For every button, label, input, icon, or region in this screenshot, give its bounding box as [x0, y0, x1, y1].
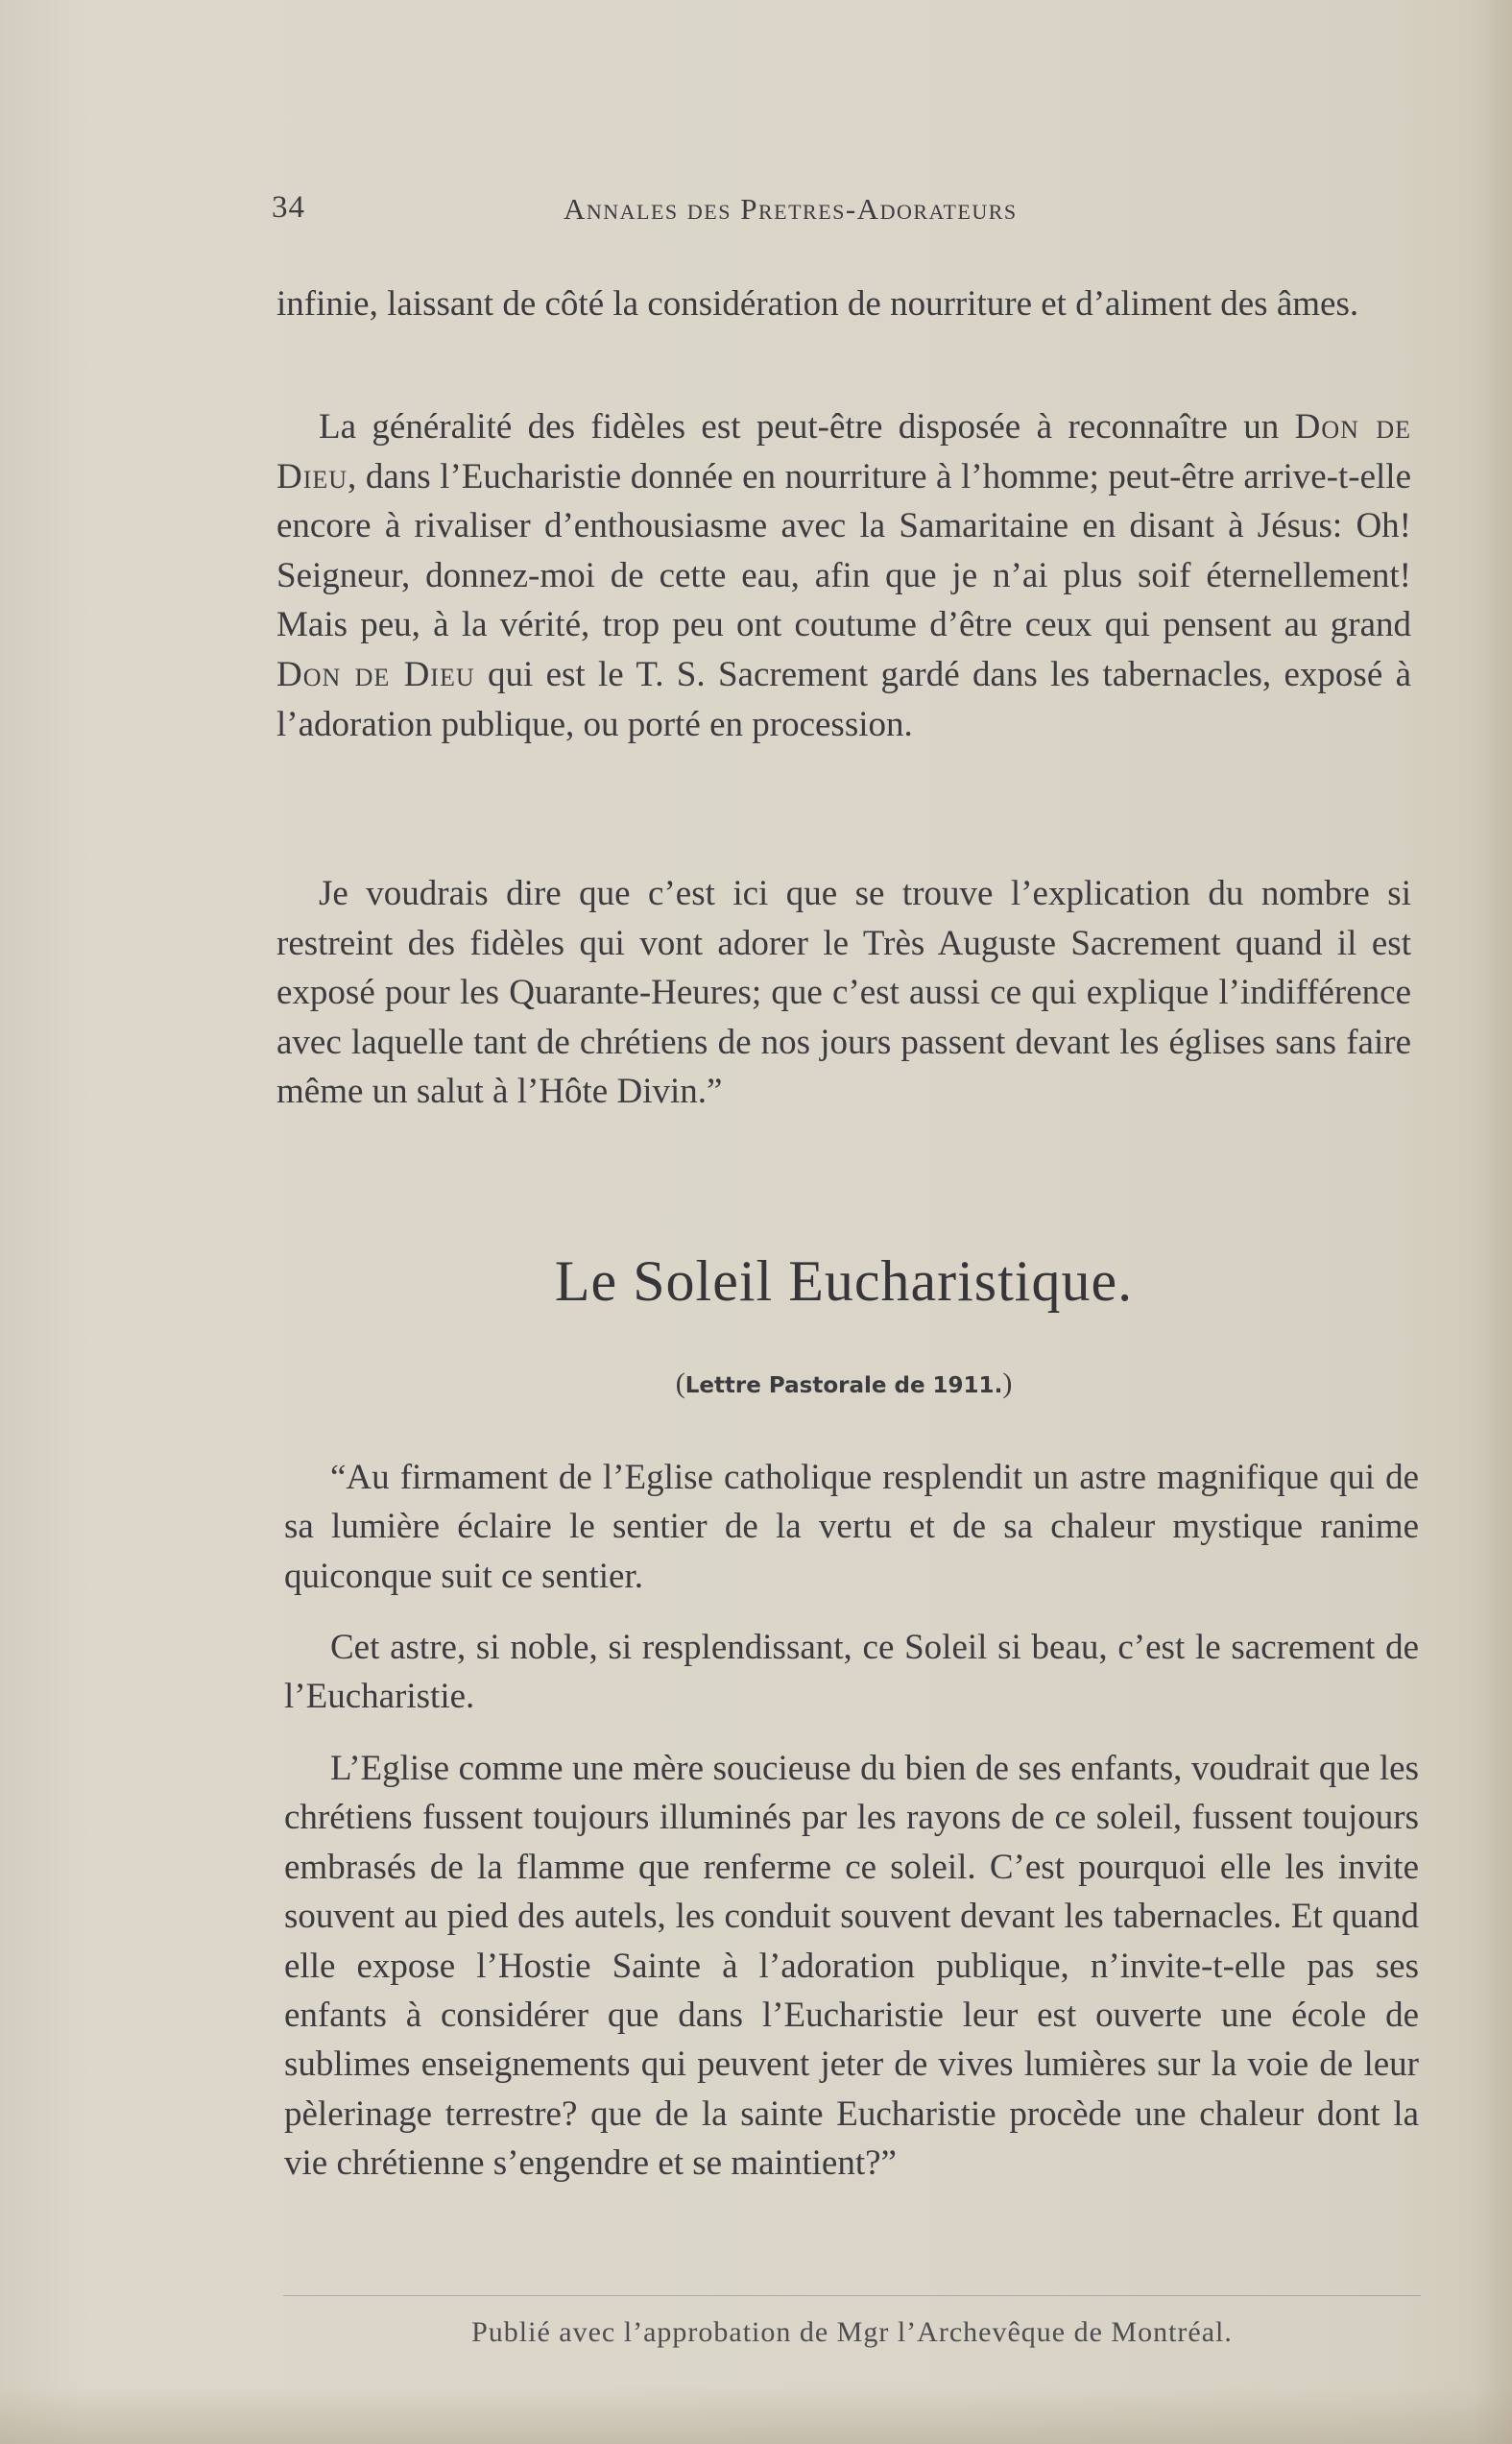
small-caps-phrase: Don de Dieu	[276, 654, 475, 694]
paragraph-firmament	[284, 1453, 1419, 1601]
paragraph-don-de-dieu	[276, 402, 1411, 749]
subtitle-text: Lettre Pastorale de 1911.	[684, 1373, 1003, 1398]
section-title: Le Soleil Eucharistique.	[554, 1249, 1134, 1313]
text-run: , dans l’Eucharistie donnée en nourriture à l’homme; peut-être arrive-t-elle encore à rivaliser d’enthousiasme avec la Samaritaine en disant à Jésus: Oh! Seigneur, donnez-moi de cette eau, afin que je n’ai plus soif éternellement! Mais peu, à la vérité, trop peu ont coutume d’être ceux qui pensent au grand	[276, 456, 1411, 645]
page-number: 34	[272, 190, 305, 225]
small-caps-phrase: Don de Dieu	[276, 407, 1411, 496]
paragraph: L’Eglise comme une mère soucieuse du bien de ses enfants, voudrait que les chrétiens fussent toujours illuminés par les rayons de ce soleil, fussent toujours embrasés de la flamme que renferme ce soleil. C’est pourquoi elle les invite souvent au pied des autels, les conduit souvent devant les tabernacles. Et quand elle expose l’Hostie Sainte à l’adoration publique, n’invite-t-elle pas ses enfants à considérer que dans l’Eucharistie leur est ouverte une école de sublimes enseignements qui peuvent jeter de vives lumières sur la voie de leur pèlerinage terrestre? que de la sainte Eucharistie procède une chaleur dont la vie chrétienne s’engendre et se maintient?”	[284, 1749, 1419, 2184]
paragraph: “Au firmament de l’Eglise catholique resplendit un astre magnifique qui de sa lumière éclaire le sentier de la vertu et de sa chaleur mystique ranime quiconque suit ce sentier.	[284, 1458, 1419, 1596]
page-edge-shadow	[1474, 0, 1512, 2444]
section-subtitle	[276, 1367, 1411, 1400]
footer-divider	[283, 2295, 1421, 2296]
running-title: Annales des Pretres-Adorateurs	[564, 192, 1018, 226]
paragraph-astre	[284, 1623, 1419, 1722]
text-run: La généralité des fidèles est peut-être disposée à reconnaître un	[319, 407, 1295, 447]
paragraph-explication	[276, 869, 1411, 1117]
paragraph	[276, 402, 1411, 749]
paragraph-eglise	[284, 1744, 1419, 2189]
page-header	[272, 190, 1136, 232]
page-bottom-shadow	[0, 2386, 1512, 2444]
paragraph: infinie, laissant de côté la considération de nourriture et d’aliment des âmes.	[276, 284, 1359, 324]
close-paren: )	[1002, 1367, 1013, 1399]
continued-paragraph	[276, 279, 1411, 329]
paragraph: Cet astre, si noble, si resplendissant, ce Soleil si beau, c’est le sacrement de l’Eucharistie.	[284, 1628, 1419, 1717]
text-run: qui est le T. S. Sacrement gardé dans les tabernacles, exposé à l’adoration publique, ou porté en procession.	[276, 654, 1411, 744]
paragraph: Je voudrais dire que c’est ici que se trouve l’explication du nombre si restreint des fidèles qui vont adorer le Très Auguste Sacrement quand il est exposé pour les Quarante-Heures; que c’est aussi ce qui explique l’indifférence avec laquelle tant de chrétiens de nos jours passent devant les églises sans faire même un salut à l’Hôte Divin.”	[276, 874, 1411, 1112]
open-paren: (	[675, 1367, 685, 1399]
imprimatur-line: Publié avec l’approbation de Mgr l’Archevêque de Montréal.	[471, 2316, 1233, 2348]
